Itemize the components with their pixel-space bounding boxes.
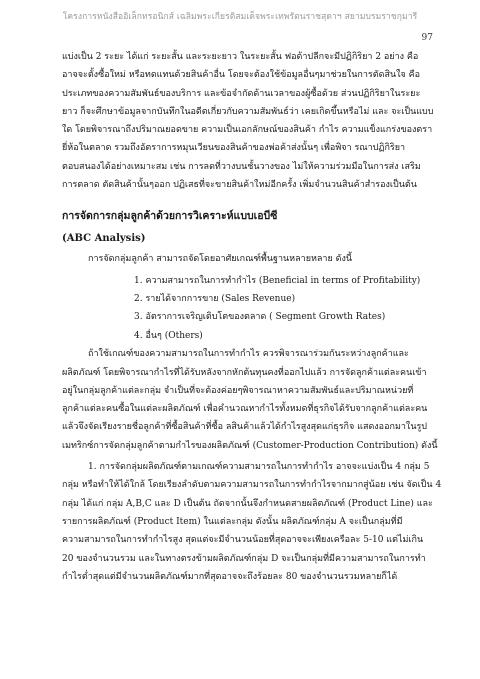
- list-item: 1. ความสามารถในการทำกำไร (Beneficial in terms of Profitability): [134, 275, 421, 286]
- profitability-paragraph: [62, 345, 438, 455]
- text-line: อาจจะตั้งซื้อใหม่ หรือทดแทนด้วยสินค้าอื่น โดยจะต้องใช้ข้อมูลอื่นๆมาช่วยในการตัดสินใจ คือ: [62, 70, 421, 81]
- text-line: ประเภทของความสัมพันธ์ของบริการ และข้อจำกัดด้านเวลาของผู้ซื้อด้วย ส่วนปฏิกิริยาในระยะ: [62, 88, 421, 99]
- text-line: ใด โดยพิจารณาถึงปริมาณยอดขาย ความเป็นเอกลักษณ์ของสินค้า กำไร ความแข็งแกร่งของตรา: [62, 125, 433, 136]
- text-line: ถ้าใช้เกณฑ์ของความสามารถในการทำกำไร ควรพิจารณาร่วมกันระหว่างลูกค้าและ: [88, 349, 409, 360]
- text-line: ความสามารถในการทำกำไรสูง สุดแต่จะมีจำนวนน้อยที่สุดอาจจะเพียงเครือละ 5-10 แต่ไม่เกิน: [62, 535, 424, 546]
- page-content: [62, 48, 442, 586]
- text-line: ยาว ก็จะศึกษาข้อมูลจากบันทึกในอดีตเกี่ยวกับความสัมพันธ์ว่า เคยเกิดขึ้นหรือไม่ และ จะเป็นแบบ: [62, 106, 434, 117]
- text-line: 20 ของจำนวนรวม และในทางตรงข้ามผลิตภัณฑ์กลุ่ม D จะเป็นกลุ่มที่มีความสามารถในการทำ: [62, 553, 426, 564]
- section-title: การจัดการกลุ่มลูกค้าด้วยการวิเคราะห์แบบเอบีซี: [62, 210, 278, 223]
- section-subtitle: (ABC Analysis): [62, 233, 146, 245]
- lead-line: การจัดกลุ่มลูกค้า สามารถจัดโดยอาศัยเกณฑ์พื้นฐานหลายหลาย ดังนี้: [88, 254, 352, 265]
- text-line: รายการผลิตภัณฑ์ (Product Item) ในแต่ละกลุ่ม ดังนั้น ผลิตภัณฑ์กลุ่ม A จะเป็นกลุ่มที่มี: [62, 516, 403, 527]
- text-line: เมทริกซ์การจัดกลุ่มลูกค้าตามกำไรของผลิตภัณฑ์ (Customer-Production Contribution) ดังนี้: [62, 440, 438, 451]
- text-line: แบ่งเป็น 2 ระยะ ได้แก่ ระยะสั้น และระยะยาว ในระยะสั้น ฟอด้าปลีกจะมีปฏิกิริยา 2 อย่าง คือ: [62, 52, 419, 62]
- text-line: ลูกค้าแต่ละคนซื้อในแต่ละผลิตภัณฑ์ เพื่อคำนวณหากำไรทั้งหมดที่ธุรกิจได้รับจากลูกค้าแต่ละคน: [62, 404, 428, 415]
- text-line: กลุ่ม หรือทำให้ได้ใกล้ โดยเรียงลำดับตามความสามารถในการทำกำไรจากมากสู่น้อย เช่น จัดเป็น 4: [62, 480, 442, 491]
- text-line: 1. การจัดกลุ่มผลิตภัณฑ์ตามเกณฑ์ความสามารถในการทำกำไร อาจจะแบ่งเป็น 4 กลุ่ม 5: [88, 462, 430, 473]
- text-line: ยี่ห้อในตลาด รวมถึงอัตราการหมุนเวียนของสินค้าของพ่อค้าส่งนั้นๆ เพื่อพิจา รณาปฏิกิริยา: [62, 143, 406, 154]
- text-line: แล้วจึงจัดเรียงรายชื่อลูกค้าที่ซื้อสินค้าที่ซื้อ ลสินค้าแล้วได้กำไรสูงสุดแก่ธุรกิจ แสดงออกมาในรูป: [62, 422, 428, 433]
- text-line: การตลาด ตัดสินค้านั้นๆออก ปฏิเสธที่จะขายสินค้าใหม่อีกครั้ง เพิ่มจำนวนสินค้าสำรองเป็นต้น: [62, 180, 417, 191]
- list-item: 2. รายได้จากการขาย (Sales Revenue): [134, 294, 296, 305]
- text-line: ตอบสนองได้อย่างเหมาะสม เช่น การลดที่วางบนชั้นวางของ ไม่ให้ความร่วมมือในการส่ง เสริม: [62, 161, 421, 172]
- list-item: 3. อัตราการเจริญเติบโตของตลาด ( Segment Growth Rates): [134, 312, 386, 323]
- page-number: 97: [421, 33, 433, 43]
- intro-paragraph: [62, 48, 434, 194]
- text-line: อยู่ในกลุ่มลูกค้าแต่ละกลุ่ม จำเป็นที่จะต้องค่อยๆพิจารณาหาความสัมพันธ์และปริมาณหน่วยที่: [62, 385, 414, 396]
- product-grouping-paragraph: [62, 458, 442, 586]
- text-line: กำไรต่ำสุดแต่มีจำนวนผลิตภัณฑ์มากที่สุดอาจจะถึงร้อยละ 80 ของจำนวนรวมหลายก็ได้: [62, 571, 398, 582]
- list-item: 4. อื่นๆ (Others): [134, 330, 203, 341]
- text-line: กลุ่ม ได้แก่ กลุ่ม A,B,C และ D เป็นต้น ถัดจากนั้นจึงกำหนดสายผลิตภัณฑ์ (Product Line) และ: [62, 498, 433, 509]
- text-line: ผลิตภัณฑ์ โดยพิจารณากำไรที่ได้รับหลังจากหักต้นทุนคงที่ออกไปแล้ว การจัดลูกค้าแต่ละคนเข้า: [62, 367, 427, 378]
- criteria-list: [62, 272, 422, 346]
- page-header: โครงการหนังสืออิเล็กทรอนิกส์ เฉลิมพระเกียรติสมเด็จพระเทพรัตนราชสุดาฯ สยามบรมราชกุมารี: [62, 12, 418, 22]
